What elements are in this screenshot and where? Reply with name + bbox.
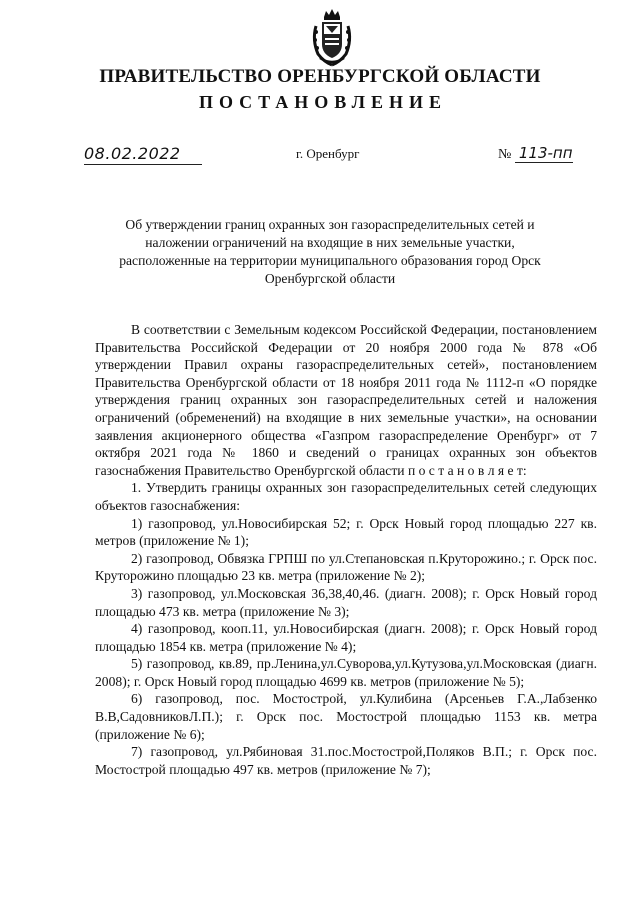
document-number [498,144,573,163]
preamble-paragraph: В соответствии с Земельным кодексом Российской Федерации, постановлением Правительства Российской Федерации от 20 ноября 2000 года № 878 «Об утверждении Правил охраны газораспределительных сетей», постановлением Правительства Оренбургской области от 18 ноября 2011 года № 1112-п «О порядке утверждения границ охранных зон газораспределительных сетей и наложения ограничений (обременений) на входящие в них земельные участки», на основании заявления акционерного общества «Газпром газораспределение Оренбург» от 7 октября 2021 года № 1860 и сведений о границах охранных зон объектов газоснабжения Правительство Оренбургской области п о с т а н о в л я е т: [95,322,597,478]
number-prefix: № [498,147,512,162]
list-item: 5) газопровод, кв.89, пр.Ленина,ул.Суворова,ул.Кутузова,ул.Московская (диагн. 2008); г. Орск Новый город площадью 4699 кв. метров (приложение № 5); [95,656,597,689]
number-value: 113-пп [515,144,573,163]
document-date: 08.02.2022 [84,144,202,165]
point-1-paragraph: 1. Утвердить границы охранных зон газораспределительных сетей следующих объектов газоснабжения: [95,480,597,513]
list-item: 1) газопровод, ул.Новосибирская 52; г. Орск Новый город площадью 227 кв. метров (приложение № 1); [95,515,597,549]
document-type: ПОСТАНОВЛЕНИЕ [198,92,448,112]
list-item: 7) газопровод, ул.Рябиновая 31.пос.Мостострой,Поляков В.П.; г. Орск пос. Мостострой площадью 497 кв. метров (приложение № 7); [95,744,597,777]
organization-name: ПРАВИТЕЛЬСТВО ОРЕНБУРГСКОЙ ОБЛАСТИ [99,66,541,87]
coat-of-arms-emblem-icon [310,8,354,68]
document-body [95,321,597,778]
list-item: 2) газопровод, Обвязка ГРПШ по ул.Степановская п.Круторожино.; г. Орск пос. Круторожино площадью 23 кв. метра (приложение № 2); [95,550,597,584]
document-title: Об утверждении границ охранных зон газораспределительных сетей и наложении ограничений на входящие в них земельные участки, расположенные на территории муниципального образования город Орск Оренбургской области [119,217,541,286]
list-item: 4) газопровод, кооп.11, ул.Новосибирская (диагн. 2008); г. Орск Новый город площадью 1854 кв. метра (приложение № 4); [95,621,597,654]
list-item: 6) газопровод, пос. Мостострой, ул.Кулибина (Арсеньев Г.А.,Лабзенко В.В,СадовниковЛ.П.); г. Орск пос. Мостострой площадью 1153 кв. метра (приложение № 6); [95,691,597,742]
document-city: г. Оренбург [296,146,360,161]
list-item: 3) газопровод, ул.Московская 36,38,40,46. (диагн. 2008); г. Орск Новый город площадью 473 кв. метра (приложение № 3); [95,585,597,619]
